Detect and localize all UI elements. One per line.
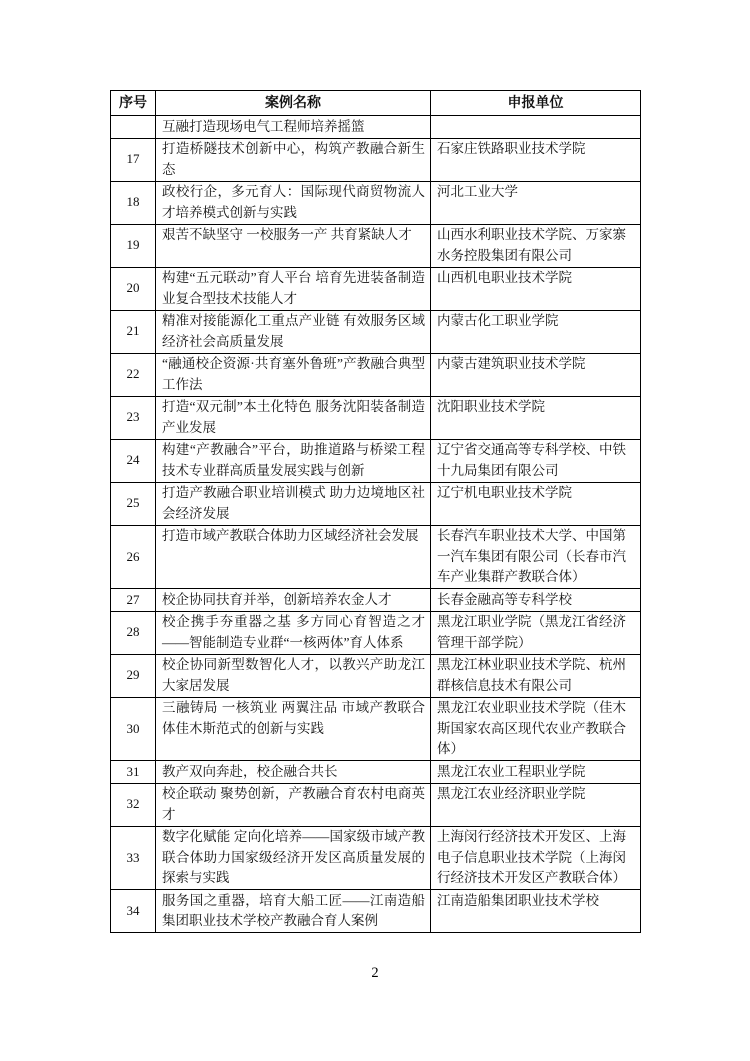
table-header-row — [111, 91, 641, 116]
table-row — [111, 310, 641, 353]
case-name-cell: “融通校企资源·共育塞外鲁班”产教融合典型工作法 — [156, 353, 431, 396]
table-row — [111, 697, 641, 761]
reporting-unit-cell: 山西水利职业技术学院、万家寨水务控股集团有限公司 — [431, 224, 641, 267]
table-row — [111, 783, 641, 826]
reporting-unit-cell: 黑龙江职业学院（黑龙江省经济管理干部学院） — [431, 611, 641, 654]
case-name-cell: 精准对接能源化工重点产业链 有效服务区域经济社会高质量发展 — [156, 310, 431, 353]
case-name-cell: 打造桥隧技术创新中心，构筑产教融合新生态 — [156, 138, 431, 181]
table-row — [111, 353, 641, 396]
reporting-unit-cell: 内蒙古建筑职业技术学院 — [431, 353, 641, 396]
table-row — [111, 396, 641, 439]
reporting-unit-cell: 黑龙江农业工程职业学院 — [431, 761, 641, 784]
case-name-cell: 校企协同新型数智化人才，以教兴产助龙江大家居发展 — [156, 654, 431, 697]
reporting-unit-cell: 上海闵行经济技术开发区、上海电子信息职业技术学院（上海闵行经济技术开发区产教联合体） — [431, 826, 641, 890]
table-row — [111, 482, 641, 525]
table-row — [111, 138, 641, 181]
table-row — [111, 654, 641, 697]
serial-number-cell: 21 — [111, 310, 156, 353]
reporting-unit-cell: 长春汽车职业技术大学、中国第一汽车集团有限公司（长春市汽车产业集群产教联合体） — [431, 525, 641, 589]
table-row — [111, 224, 641, 267]
reporting-unit-cell: 江南造船集团职业技术学校 — [431, 890, 641, 933]
case-name-cell: 数字化赋能 定向化培养——国家级市域产教联合体助力国家级经济开发区高质量发展的探索与实践 — [156, 826, 431, 890]
table-row — [111, 267, 641, 310]
serial-number-cell: 30 — [111, 697, 156, 761]
reporting-unit-cell: 辽宁省交通高等专科学校、中铁十九局集团有限公司 — [431, 439, 641, 482]
table-row — [111, 525, 641, 589]
serial-number-cell — [111, 116, 156, 139]
table-header — [111, 91, 641, 116]
case-list-table — [110, 90, 641, 933]
case-name-cell: 打造“双元制”本土化特色 服务沈阳装备制造产业发展 — [156, 396, 431, 439]
serial-number-cell: 18 — [111, 181, 156, 224]
case-name-cell: 校企联动 聚势创新，产教融合育农村电商英才 — [156, 783, 431, 826]
reporting-unit-cell: 黑龙江林业职业技术学院、杭州群核信息技术有限公司 — [431, 654, 641, 697]
reporting-unit-cell: 长春金融高等专科学校 — [431, 589, 641, 612]
case-name-cell: 构建“五元联动”育人平台 培育先进装备制造业复合型技术技能人才 — [156, 267, 431, 310]
serial-number-cell: 28 — [111, 611, 156, 654]
table-row — [111, 116, 641, 139]
serial-number-cell: 29 — [111, 654, 156, 697]
serial-number-cell: 19 — [111, 224, 156, 267]
table-row — [111, 439, 641, 482]
reporting-unit-cell: 山西机电职业技术学院 — [431, 267, 641, 310]
serial-number-cell: 22 — [111, 353, 156, 396]
case-name-cell: 教产双向奔赴，校企融合共长 — [156, 761, 431, 784]
reporting-unit-cell: 河北工业大学 — [431, 181, 641, 224]
case-name-cell: 校企携手夯重器之基 多方同心育智造之才——智能制造专业群“一核两体”育人体系 — [156, 611, 431, 654]
table-row — [111, 181, 641, 224]
reporting-unit-cell: 黑龙江农业经济职业学院 — [431, 783, 641, 826]
case-name-cell: 打造市域产教联合体助力区域经济社会发展 — [156, 525, 431, 589]
serial-number-cell: 25 — [111, 482, 156, 525]
serial-number-cell: 20 — [111, 267, 156, 310]
case-name-cell: 艰苦不缺坚守 一校服务一产 共育紧缺人才 — [156, 224, 431, 267]
header-case-name: 案例名称 — [156, 91, 431, 116]
case-name-cell: 互融打造现场电气工程师培养摇篮 — [156, 116, 431, 139]
case-name-cell: 校企协同扶育并举，创新培养农金人才 — [156, 589, 431, 612]
table-row — [111, 890, 641, 933]
case-name-cell: 打造产教融合职业培训模式 助力边境地区社会经济发展 — [156, 482, 431, 525]
header-reporting-unit: 申报单位 — [431, 91, 641, 116]
case-name-cell: 三融铸局 一核筑业 两翼注品 市域产教联合体佳木斯范式的创新与实践 — [156, 697, 431, 761]
reporting-unit-cell: 石家庄铁路职业技术学院 — [431, 138, 641, 181]
reporting-unit-cell: 内蒙古化工职业学院 — [431, 310, 641, 353]
reporting-unit-cell: 黑龙江农业职业技术学院（佳木斯国家农高区现代农业产教联合体） — [431, 697, 641, 761]
case-name-cell: 服务国之重器，培育大船工匠——江南造船集团职业技术学校产教融合育人案例 — [156, 890, 431, 933]
table-row — [111, 761, 641, 784]
page-number: 2 — [371, 965, 379, 981]
table-row — [111, 611, 641, 654]
serial-number-cell: 26 — [111, 525, 156, 589]
reporting-unit-cell — [431, 116, 641, 139]
serial-number-cell: 32 — [111, 783, 156, 826]
header-serial-number: 序号 — [111, 91, 156, 116]
serial-number-cell: 34 — [111, 890, 156, 933]
serial-number-cell: 17 — [111, 138, 156, 181]
serial-number-cell: 33 — [111, 826, 156, 890]
case-name-cell: 构建“产教融合”平台，助推道路与桥梁工程技术专业群高质量发展实践与创新 — [156, 439, 431, 482]
table-body — [111, 116, 641, 933]
serial-number-cell: 24 — [111, 439, 156, 482]
table-row — [111, 589, 641, 612]
case-name-cell: 政校行企，多元育人：国际现代商贸物流人才培养模式创新与实践 — [156, 181, 431, 224]
reporting-unit-cell: 沈阳职业技术学院 — [431, 396, 641, 439]
serial-number-cell: 31 — [111, 761, 156, 784]
table-row — [111, 826, 641, 890]
reporting-unit-cell: 辽宁机电职业技术学院 — [431, 482, 641, 525]
serial-number-cell: 27 — [111, 589, 156, 612]
serial-number-cell: 23 — [111, 396, 156, 439]
